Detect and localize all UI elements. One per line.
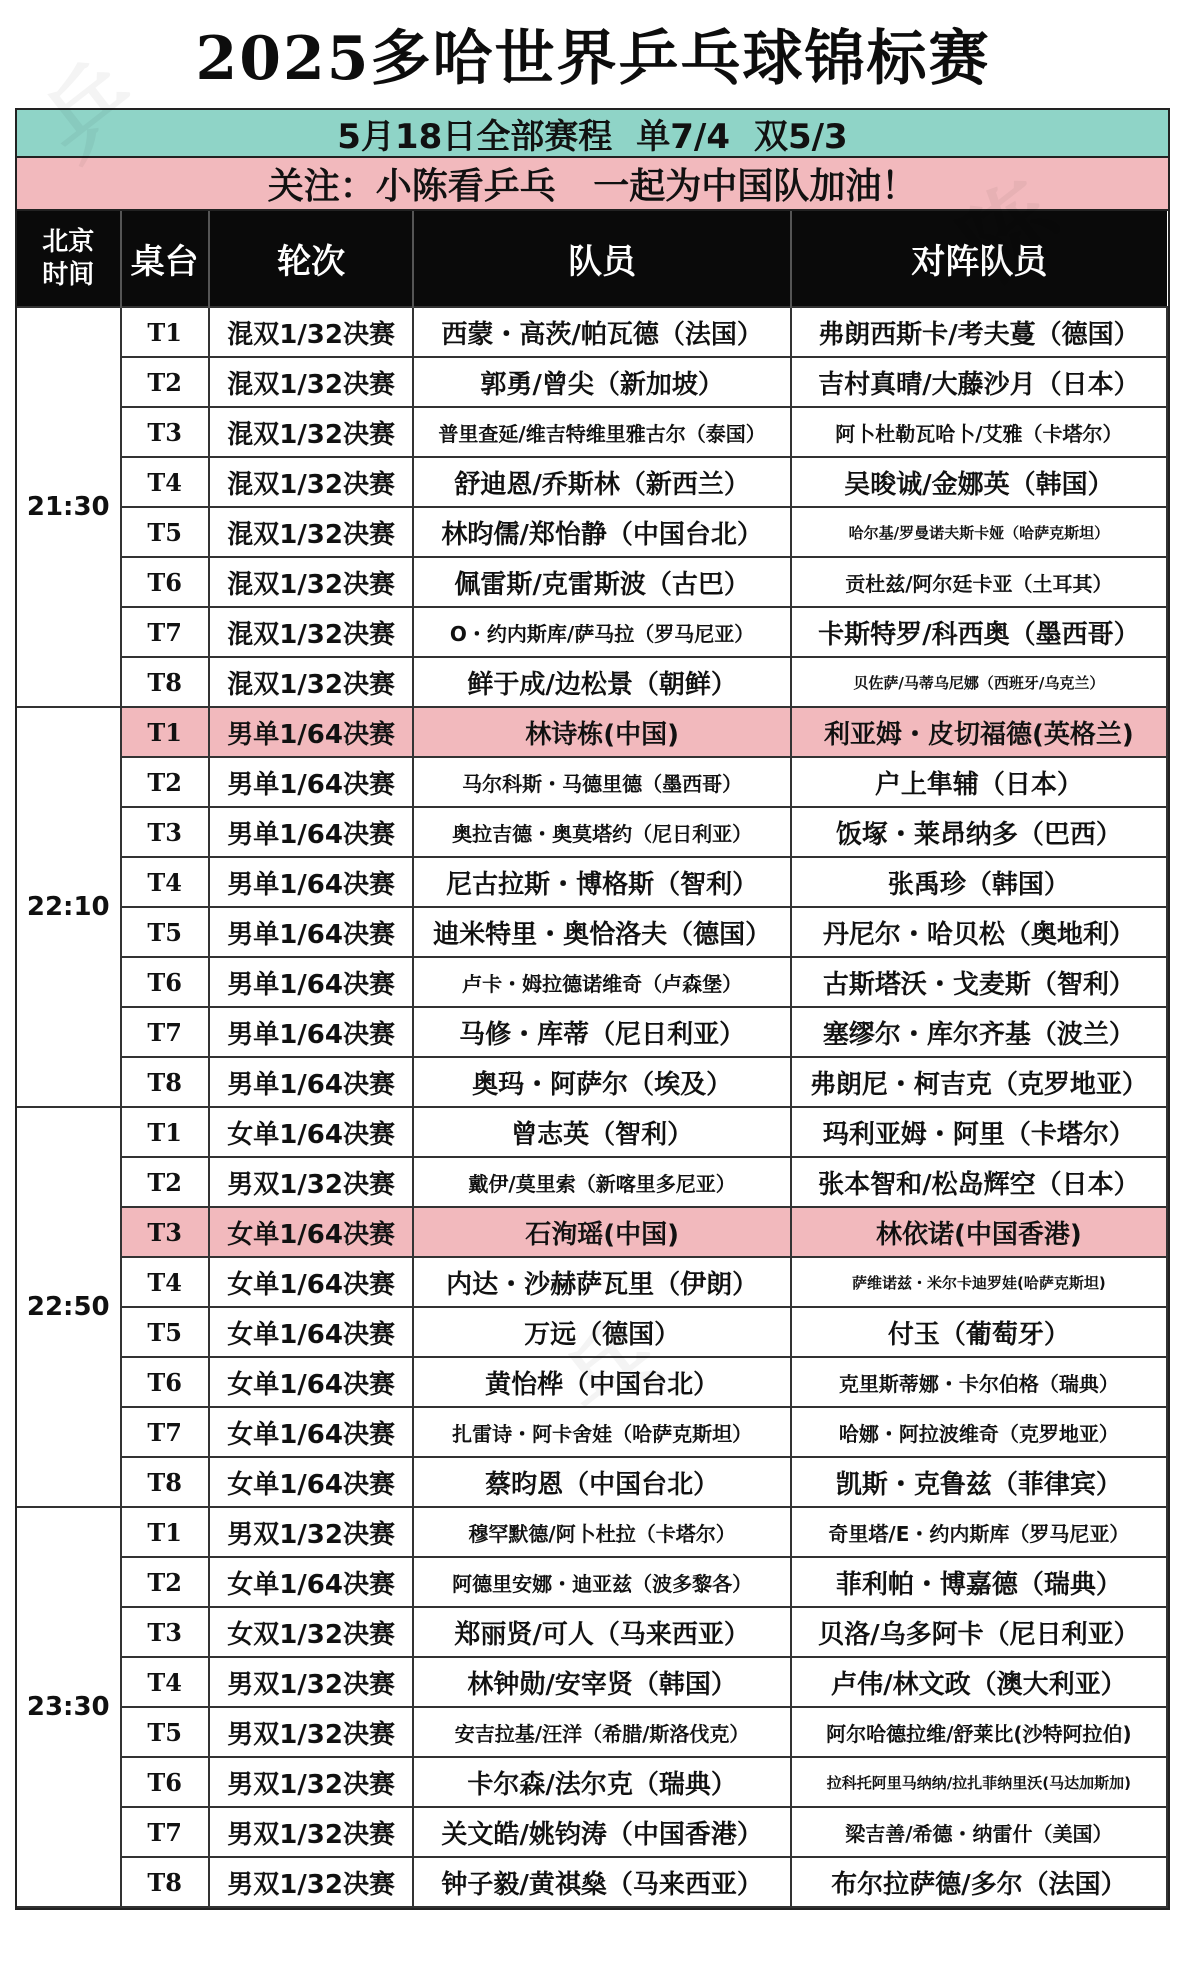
table-row [17, 457, 1167, 507]
opponent-names: 卢伟/林文政（澳大利亚） [791, 1657, 1167, 1707]
table-row [17, 407, 1167, 457]
player-names: 奥玛・阿萨尔（埃及） [413, 1057, 790, 1107]
match-round: 女双1/32决赛 [209, 1607, 414, 1657]
table-number: T5 [121, 507, 209, 557]
player-names: 穆罕默德/阿卜杜拉（卡塔尔） [413, 1507, 790, 1557]
table-row [17, 957, 1167, 1007]
table-row [17, 657, 1167, 707]
doubles-count: 双5/3 [753, 116, 848, 157]
table-number: T8 [121, 1057, 209, 1107]
schedule-date-bar [17, 110, 1168, 158]
opponent-names: 吴晙诚/金娜英（韩国） [791, 457, 1167, 507]
table-row [17, 1757, 1167, 1807]
match-round: 混双1/32决赛 [209, 307, 414, 357]
table-row [17, 1857, 1167, 1907]
match-round: 混双1/32决赛 [209, 407, 414, 457]
player-names: 钟子毅/黄祺燊（马来西亚） [413, 1857, 790, 1907]
table-row [17, 907, 1167, 957]
match-round: 男单1/64决赛 [209, 907, 414, 957]
table-number: T5 [121, 1307, 209, 1357]
opponent-names: 贝佐萨/马蒂乌尼娜（西班牙/乌克兰） [791, 657, 1167, 707]
player-names: 扎雷诗・阿卡舍娃（哈萨克斯坦） [413, 1407, 790, 1457]
match-round: 混双1/32决赛 [209, 607, 414, 657]
table-number: T3 [121, 1207, 209, 1257]
table-number: T5 [121, 907, 209, 957]
singles-count: 单7/4 [636, 116, 730, 157]
opponent-names: 奇里塔/E・约内斯库（罗马尼亚） [791, 1507, 1167, 1557]
opponent-names: 贡杜兹/阿尔廷卡亚（土耳其） [791, 557, 1167, 607]
player-names: 迪米特里・奥恰洛夫（德国） [413, 907, 790, 957]
table-row [17, 1707, 1167, 1757]
table-number: T2 [121, 1557, 209, 1607]
table-number: T8 [121, 657, 209, 707]
table-number: T3 [121, 807, 209, 857]
table-row [17, 1657, 1167, 1707]
opponent-names: 饭塚・莱昂纳多（巴西） [791, 807, 1167, 857]
player-names: 郑丽贤/可人（马来西亚） [413, 1607, 790, 1657]
player-names: 戴伊/莫里索（新喀里多尼亚） [413, 1157, 790, 1207]
match-round: 男双1/32决赛 [209, 1757, 414, 1807]
player-names: 鲜于成/边松景（朝鲜） [413, 657, 790, 707]
match-round: 男单1/64决赛 [209, 1007, 414, 1057]
table-number: T2 [121, 1157, 209, 1207]
match-round: 女单1/64决赛 [209, 1457, 414, 1507]
follow-banner: 关注：小陈看乒乓 一起为中国队加油！ [17, 158, 1168, 211]
opponent-names: 古斯塔沃・戈麦斯（智利） [791, 957, 1167, 1007]
opponent-names: 拉科托阿里马纳纳/拉扎菲纳里沃(马达加斯加) [791, 1757, 1167, 1807]
table-row [17, 1407, 1167, 1457]
match-round: 男双1/32决赛 [209, 1857, 414, 1907]
table-row [17, 1807, 1167, 1857]
page-title: 2025多哈世界乒乓球锦标赛 [195, 24, 991, 94]
player-names: 蔡昀恩（中国台北） [413, 1457, 790, 1507]
schedule-date: 5月18日全部赛程 [337, 116, 613, 157]
match-round: 混双1/32决赛 [209, 657, 414, 707]
table-row [17, 1607, 1167, 1657]
match-round: 混双1/32决赛 [209, 557, 414, 607]
opponent-names: 付玉（葡萄牙） [791, 1307, 1167, 1357]
table-row [17, 707, 1167, 757]
match-round: 男双1/32决赛 [209, 1657, 414, 1707]
opponent-names: 吉村真晴/大藤沙月（日本） [791, 357, 1167, 407]
opponent-names: 贝洛/乌多阿卡（尼日利亚） [791, 1607, 1167, 1657]
player-names: 内达・沙赫萨瓦里（伊朗） [413, 1257, 790, 1307]
table-number: T8 [121, 1457, 209, 1507]
player-names: 舒迪恩/乔斯林（新西兰） [413, 457, 790, 507]
table-number: T4 [121, 1257, 209, 1307]
table-row [17, 357, 1167, 407]
match-round: 男单1/64决赛 [209, 707, 414, 757]
opponent-names: 菲利帕・博嘉德（瑞典） [791, 1557, 1167, 1607]
player-names: 林钟勋/安宰贤（韩国） [413, 1657, 790, 1707]
table-number: T1 [121, 707, 209, 757]
opponent-names: 阿尔哈德拉维/舒莱比(沙特阿拉伯) [791, 1707, 1167, 1757]
player-names: 林诗栋(中国) [413, 707, 790, 757]
table-number: T6 [121, 557, 209, 607]
match-round: 混双1/32决赛 [209, 507, 414, 557]
player-names: 马修・库蒂（尼日利亚） [413, 1007, 790, 1057]
opponent-names: 张禹珍（韩国） [791, 857, 1167, 907]
table-row [17, 1207, 1167, 1257]
opponent-names: 张本智和/松岛辉空（日本） [791, 1157, 1167, 1207]
opponent-names: 布尔拉萨德/多尔（法国） [791, 1857, 1167, 1907]
opponent-names: 玛利亚姆・阿里（卡塔尔） [791, 1107, 1167, 1157]
table-number: T5 [121, 1707, 209, 1757]
table-number: T6 [121, 1357, 209, 1407]
table-number: T7 [121, 607, 209, 657]
match-round: 女单1/64决赛 [209, 1407, 414, 1457]
header-row [17, 211, 1167, 307]
table-row [17, 857, 1167, 907]
table-number: T1 [121, 1107, 209, 1157]
table-number: T6 [121, 1757, 209, 1807]
table-number: T3 [121, 1607, 209, 1657]
table-row [17, 1307, 1167, 1357]
table-number: T6 [121, 957, 209, 1007]
table-number: T8 [121, 1857, 209, 1907]
player-names: 尼古拉斯・博格斯（智利） [413, 857, 790, 907]
header-time: 北京 时间 [17, 211, 121, 307]
table-row [17, 1057, 1167, 1107]
opponent-names: 卡斯特罗/科西奥（墨西哥） [791, 607, 1167, 657]
table-number: T1 [121, 1507, 209, 1557]
table-row [17, 307, 1167, 357]
match-round: 男单1/64决赛 [209, 807, 414, 857]
table-row [17, 557, 1167, 607]
table-number: T7 [121, 1407, 209, 1457]
match-round: 混双1/32决赛 [209, 457, 414, 507]
opponent-names: 户上隼辅（日本） [791, 757, 1167, 807]
player-names: 石洵瑶(中国) [413, 1207, 790, 1257]
time-slot: 21:30 [17, 307, 121, 707]
table-row [17, 1507, 1167, 1557]
table-number: T2 [121, 757, 209, 807]
table-number: T4 [121, 1657, 209, 1707]
match-round: 女单1/64决赛 [209, 1307, 414, 1357]
player-names: 黄怡桦（中国台北） [413, 1357, 790, 1407]
table-row [17, 1007, 1167, 1057]
table-number: T7 [121, 1007, 209, 1057]
table-number: T2 [121, 357, 209, 407]
match-round: 男单1/64决赛 [209, 957, 414, 1007]
player-names: 阿德里安娜・迪亚兹（波多黎各） [413, 1557, 790, 1607]
opponent-names: 利亚姆・皮切福德(英格兰) [791, 707, 1167, 757]
table-row [17, 607, 1167, 657]
match-round: 男单1/64决赛 [209, 1057, 414, 1107]
player-names: 西蒙・高茨/帕瓦德（法国） [413, 307, 790, 357]
player-names: 曾志英（智利） [413, 1107, 790, 1157]
table-row [17, 1107, 1167, 1157]
match-round: 男单1/64决赛 [209, 857, 414, 907]
table-number: T4 [121, 857, 209, 907]
opponent-names: 阿卜杜勒瓦哈卜/艾雅（卡塔尔） [791, 407, 1167, 457]
player-names: 郭勇/曾尖（新加坡） [413, 357, 790, 407]
player-names: 马尔科斯・马德里德（墨西哥） [413, 757, 790, 807]
table-row [17, 1157, 1167, 1207]
opponent-names: 弗朗西斯卡/考夫蔓（德国） [791, 307, 1167, 357]
player-names: 普里查延/维吉特维里雅古尔（泰国） [413, 407, 790, 457]
match-round: 混双1/32决赛 [209, 357, 414, 407]
table-number: T4 [121, 457, 209, 507]
time-slot: 23:30 [17, 1507, 121, 1907]
time-slot: 22:50 [17, 1107, 121, 1507]
player-names: 奥拉吉德・奥莫塔约（尼日利亚） [413, 807, 790, 857]
opponent-names: 丹尼尔・哈贝松（奥地利） [791, 907, 1167, 957]
header-opponents: 对阵队员 [791, 211, 1167, 307]
player-names: 卡尔森/法尔克（瑞典） [413, 1757, 790, 1807]
opponent-names: 凯斯・克鲁兹（菲律宾） [791, 1457, 1167, 1507]
header-table: 桌台 [121, 211, 209, 307]
opponent-names: 林依诺(中国香港) [791, 1207, 1167, 1257]
schedule-grid [15, 108, 1170, 1910]
match-round: 女单1/64决赛 [209, 1207, 414, 1257]
match-round: 女单1/64决赛 [209, 1357, 414, 1407]
match-round: 男双1/32决赛 [209, 1707, 414, 1757]
match-round: 女单1/64决赛 [209, 1557, 414, 1607]
player-names: 万远（德国） [413, 1307, 790, 1357]
table-row [17, 1257, 1167, 1307]
player-names: 卢卡・姆拉德诺维奇（卢森堡） [413, 957, 790, 1007]
match-round: 男双1/32决赛 [209, 1157, 414, 1207]
table-row [17, 1357, 1167, 1407]
opponent-names: 塞缪尔・库尔齐基（波兰） [791, 1007, 1167, 1057]
table-number: T1 [121, 307, 209, 357]
opponent-names: 萨维诺兹・米尔卡迪罗娃(哈萨克斯坦) [791, 1257, 1167, 1307]
player-names: O・约内斯库/萨马拉（罗马尼亚） [413, 607, 790, 657]
table-row [17, 1557, 1167, 1607]
match-round: 男双1/32决赛 [209, 1807, 414, 1857]
table-row [17, 807, 1167, 857]
match-round: 男双1/32决赛 [209, 1507, 414, 1557]
table-row [17, 757, 1167, 807]
opponent-names: 哈尔基/罗曼诺夫斯卡娅（哈萨克斯坦） [791, 507, 1167, 557]
match-round: 女单1/64决赛 [209, 1107, 414, 1157]
match-round: 女单1/64决赛 [209, 1257, 414, 1307]
player-names: 林昀儒/郑怡静（中国台北） [413, 507, 790, 557]
table-row [17, 1457, 1167, 1507]
table-number: T3 [121, 407, 209, 457]
header-players: 队员 [413, 211, 790, 307]
table-row [17, 507, 1167, 557]
table-number: T7 [121, 1807, 209, 1857]
player-names: 佩雷斯/克雷斯波（古巴） [413, 557, 790, 607]
opponent-names: 梁吉善/希德・纳雷什（美国） [791, 1807, 1167, 1857]
header-round: 轮次 [209, 211, 414, 307]
player-names: 关文皓/姚钧涛（中国香港） [413, 1807, 790, 1857]
opponent-names: 哈娜・阿拉波维奇（克罗地亚） [791, 1407, 1167, 1457]
player-names: 安吉拉基/汪洋（希腊/斯洛伐克） [413, 1707, 790, 1757]
opponent-names: 弗朗尼・柯吉克（克罗地亚） [791, 1057, 1167, 1107]
match-round: 男单1/64决赛 [209, 757, 414, 807]
time-slot: 22:10 [17, 707, 121, 1107]
schedule-table [17, 211, 1168, 1908]
opponent-names: 克里斯蒂娜・卡尔伯格（瑞典） [791, 1357, 1167, 1407]
